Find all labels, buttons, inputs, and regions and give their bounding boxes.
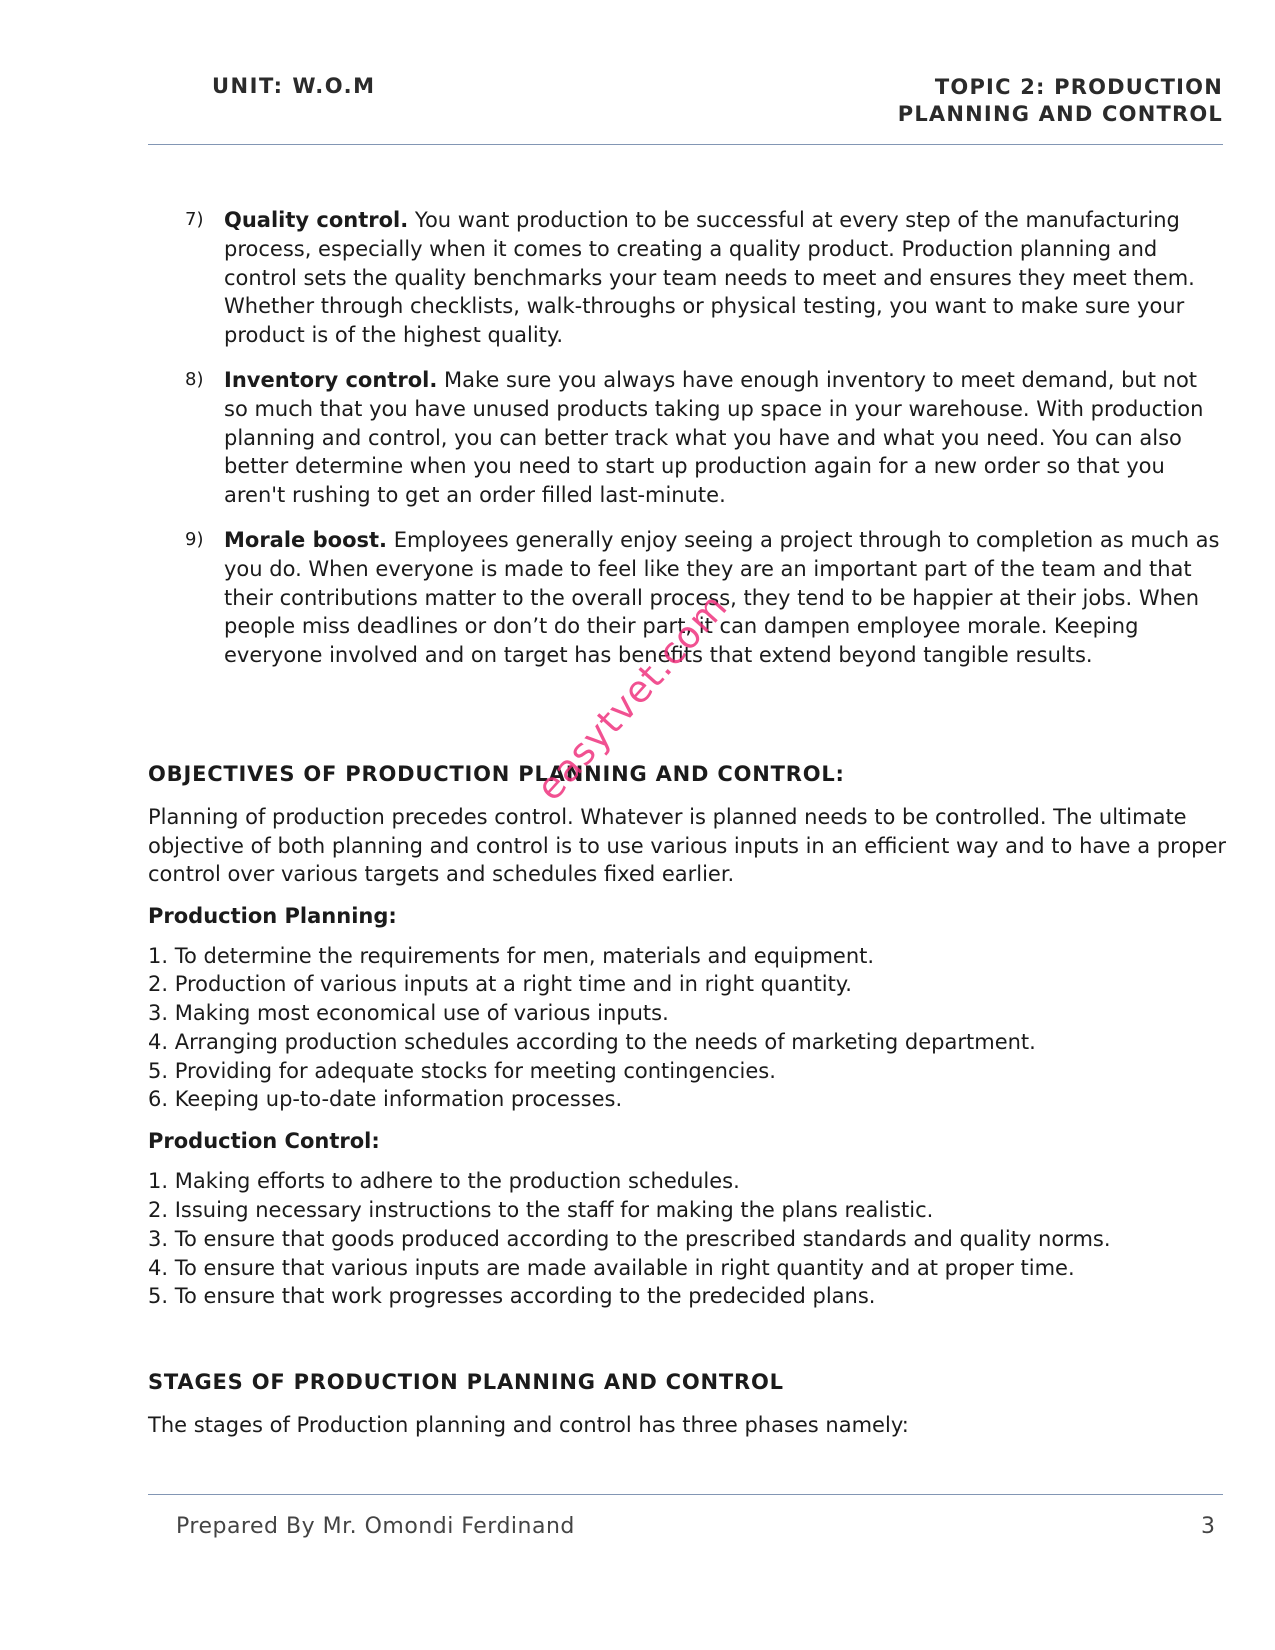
objectives-intro: Planning of production precedes control. Whatever is planned needs to be controlled. The ultimate objective of both planning and control is to use various inputs in an efficient way and to have a proper control over various targets and schedules fixed earlier. bbox=[148, 805, 1227, 886]
list-item: 3. Making most economical use of various inputs. bbox=[148, 1001, 669, 1026]
item-number: 7) bbox=[185, 209, 204, 230]
stages-section bbox=[148, 1370, 1228, 1440]
list-item: 1. Making efforts to adhere to the production schedules. bbox=[148, 1169, 740, 1194]
item-text: Make sure you always have enough inventory to meet demand, but not so much that you have unused products taking up space in your warehouse. With production planning and control, you can better track what you have and what you need. You can also better determine when you need to start up production again for a new order so that you aren't rushing to get an order filled last-minute. bbox=[224, 367, 1204, 508]
header-topic-line1: TOPIC 2: PRODUCTION bbox=[934, 75, 1223, 99]
page-number: 3 bbox=[1201, 1514, 1215, 1539]
item-title: Inventory control. bbox=[224, 367, 438, 392]
list-item: 3. To ensure that goods produced according to the prescribed standards and quality norms. bbox=[148, 1226, 1111, 1251]
list-item: 6. Keeping up-to-date information processes. bbox=[148, 1087, 623, 1112]
list-item: 4. Arranging production schedules according to the needs of marketing department. bbox=[148, 1029, 1036, 1054]
objectives-heading: OBJECTIVES OF PRODUCTION PLANNING AND CONTROL: bbox=[148, 762, 845, 786]
list-item: 4. To ensure that various inputs are made available in right quantity and at proper time. bbox=[148, 1255, 1075, 1280]
watermark: easytvet.com bbox=[528, 584, 737, 809]
objectives-section bbox=[148, 762, 1228, 1311]
item-title: Morale boost. bbox=[224, 527, 388, 552]
header-topic-line2: PLANNING AND CONTROL bbox=[897, 102, 1223, 126]
stages-heading: STAGES OF PRODUCTION PLANNING AND CONTROL bbox=[148, 1370, 784, 1394]
item-text: Employees generally enjoy seeing a project through to completion as much as you do. When everyone is made to feel like they are an important part of the team and that their contributions matter to the overall process, they tend to be happier at their jobs. When people miss deadlines or don’t do their part, it can dampen employee morale. Keeping everyone involved and on target has benefits that extend beyond tangible results. bbox=[224, 527, 1220, 668]
item-number: 9) bbox=[185, 528, 204, 550]
production-planning-heading: Production Planning: bbox=[148, 903, 397, 928]
stages-intro: The stages of Production planning and control has three phases namely: bbox=[148, 1413, 909, 1437]
list-item: 2. Issuing necessary instructions to the staff for making the plans realistic. bbox=[148, 1198, 934, 1223]
item-title: Quality control. bbox=[224, 208, 409, 232]
header-unit: UNIT: W.O.M bbox=[212, 74, 376, 98]
production-control-heading: Production Control: bbox=[148, 1129, 380, 1154]
footer-author: Prepared By Mr. Omondi Ferdinand bbox=[176, 1514, 575, 1539]
production-planning-list bbox=[148, 942, 1228, 1115]
production-control-list bbox=[148, 1167, 1228, 1311]
list-item-quality-control bbox=[185, 206, 1225, 350]
item-text: You want production to be successful at every step of the manufacturing process, especially when it comes to creating a quality product. Production planning and control sets the quality benchmarks your team needs to meet and ensures they meet them. Whether through checklists, walk-throughs or physical testing, you want to make sure your product is of the highest quality. bbox=[224, 208, 1195, 348]
list-item: 1. To determine the requirements for men, materials and equipment. bbox=[148, 943, 875, 968]
list-item: 2. Production of various inputs at a right time and in right quantity. bbox=[148, 972, 852, 997]
footer-divider bbox=[148, 1494, 1223, 1495]
list-item-inventory-control bbox=[185, 366, 1225, 510]
header-divider bbox=[148, 144, 1223, 145]
header-topic bbox=[898, 74, 1223, 128]
item-number: 8) bbox=[185, 368, 204, 390]
list-item: 5. Providing for adequate stocks for meeting contingencies. bbox=[148, 1058, 776, 1083]
list-item: 5. To ensure that work progresses according to the predecided plans. bbox=[148, 1284, 876, 1309]
